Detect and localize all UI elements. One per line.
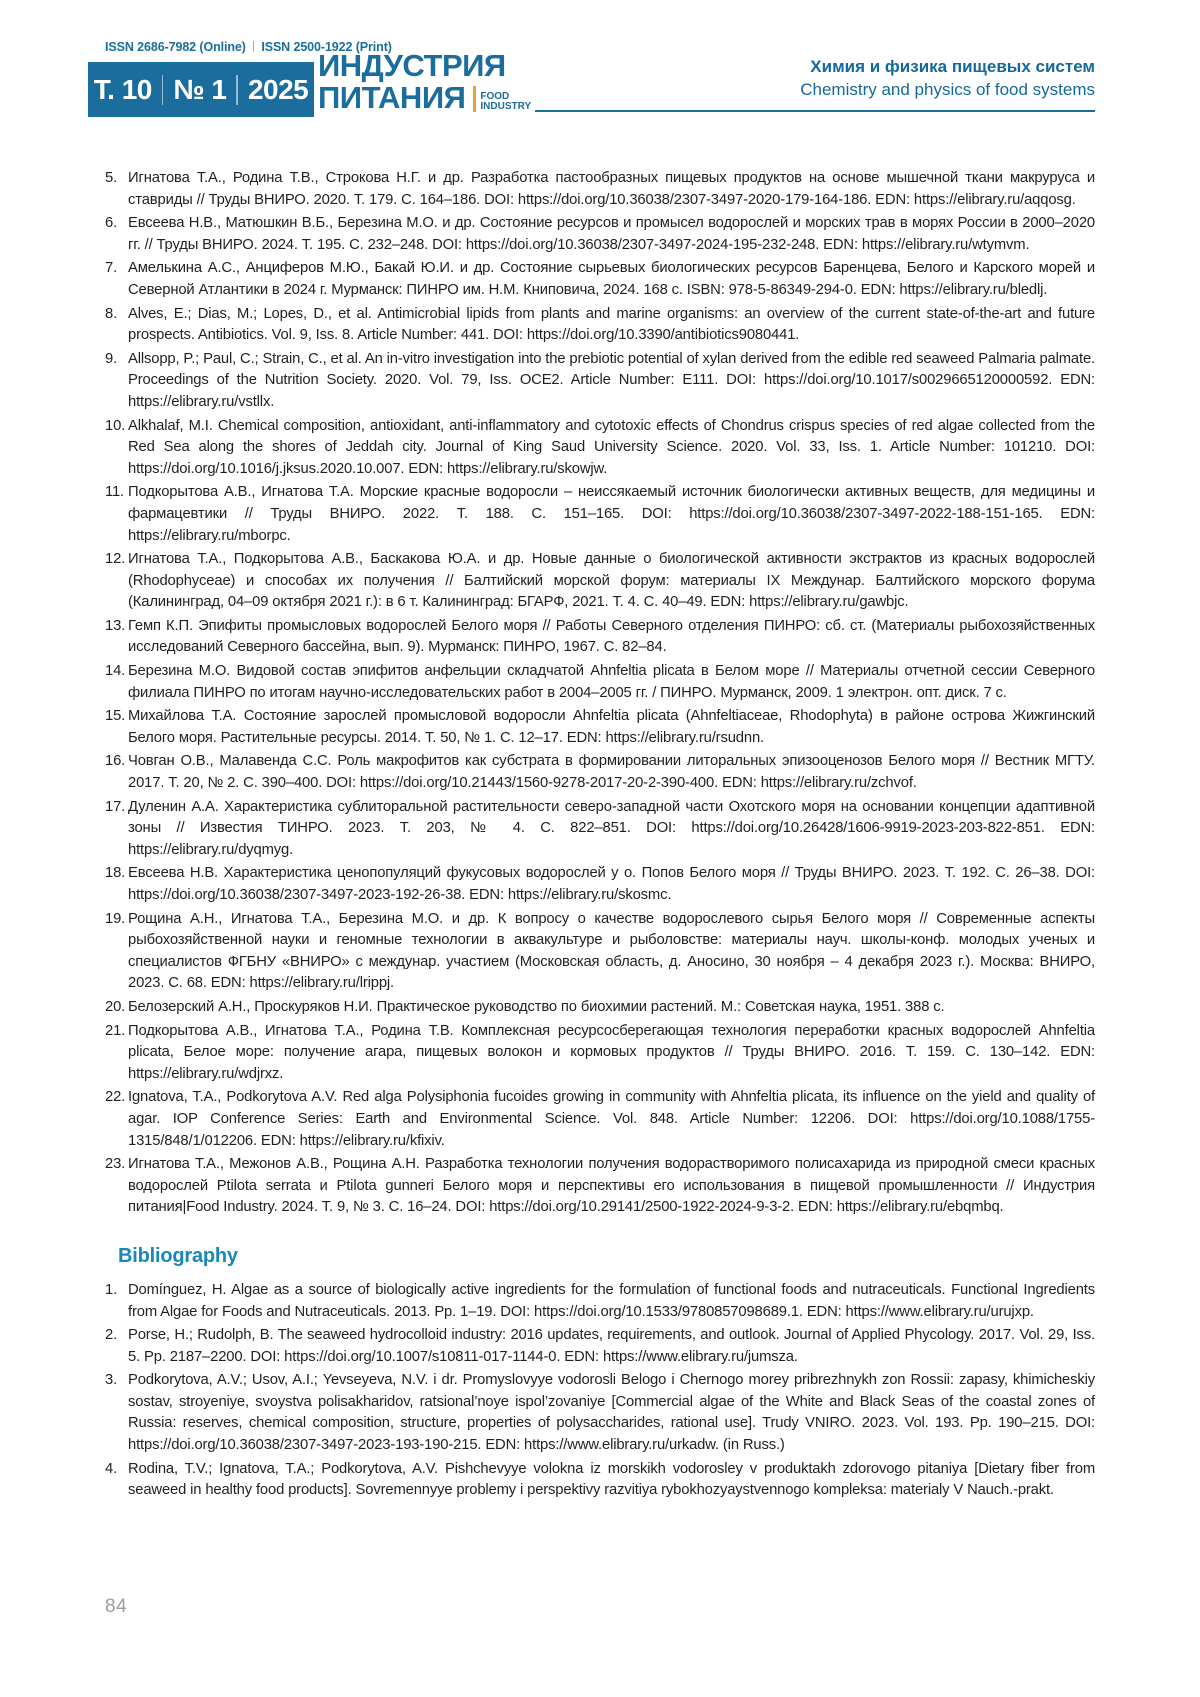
page-number: 84 — [105, 1596, 128, 1617]
bibliography-number: 4. — [105, 1460, 118, 1477]
reference-number: 14. — [105, 663, 126, 680]
reference-item — [105, 416, 1095, 481]
reference-number: 8. — [105, 305, 118, 322]
bibliography-heading: Bibliography — [118, 1244, 238, 1267]
bibliography-item — [105, 1370, 1095, 1456]
bibliography-number: 3. — [105, 1372, 118, 1389]
journal-subtitle-line2: INDUSTRY — [480, 101, 532, 112]
reference-number: 15. — [105, 708, 126, 725]
reference-text: Allsopp, P.; Paul, C.; Strain, C., et al. An in-vitro investigation into the prebiotic potential of xylan derived from the edible red seaweed Palmaria palmate. Proceedings of the Nutrition Society. 2020. Vol. 79, Iss. OCE2. Article Number: E111. DOI: https://doi.org/10.1017/s0029665120000592. EDN: https://elibrary.ru/vstllx. — [128, 350, 1095, 410]
issn-online: ISSN 2686-7982 (Online) — [105, 40, 246, 54]
reference-item — [105, 213, 1095, 256]
reference-item — [105, 863, 1095, 906]
subtitle-orange-bar — [473, 86, 476, 112]
bibliography-item — [105, 1325, 1095, 1368]
reference-item — [105, 751, 1095, 794]
volume-label: Т. 10 — [93, 73, 152, 105]
journal-subtitle-line1: FOOD — [480, 91, 510, 102]
reference-number: 12. — [105, 551, 126, 568]
reference-text: Гемп К.П. Эпифиты промысловых водорослей Белого моря // Работы Северного отделения ПИНРО: сб. ст. (Материалы рыбохозяйственных исследований Северного бассейна, вып. 9). Мурманск: ПИНРО, 1967. С. 82–84. — [128, 617, 1095, 656]
reference-item — [105, 997, 1095, 1019]
references-list — [105, 168, 1095, 1219]
reference-text: Alves, E.; Dias, M.; Lopes, D., et al. Antimicrobial lipids from plants and marine organisms: an overview of the current state-of-the-art and future prospects. Antibiotics. Vol. 9, Iss. 8. Article Number: 441. DOI: https://doi.org/10.3390/antibiotics9080441. — [128, 305, 1095, 344]
bibliography-item — [105, 1280, 1095, 1323]
bibliography-item — [105, 1459, 1095, 1502]
reference-text: Михайлова Т.А. Состояние зарослей промысловой водоросли Ahnfeltia plicata (Ahnfeltiaceae, Rhodophyta) в районе острова Жижгинский Белого моря. Растительные ресурсы. 2014. Т. 50, № 1. С. 12–17. EDN: https://elibrary.ru/rsudnn. — [128, 708, 1095, 746]
reference-text: Дуленин А.А. Характеристика сублиторальной растительности северо-западной части Охотского моря на основании концепции адаптивной зоны // Известия ТИНРО. 2023. Т. 203, № 4. С. 822–851. DOI: https://doi.org/10.26428/1606-9919-2023-203-822-851. EDN: https://elibrary.ru/dyqmyg. — [128, 798, 1095, 858]
page-content — [105, 168, 1095, 1504]
reference-number: 18. — [105, 865, 126, 882]
issn-divider — [253, 41, 255, 52]
issn-print: ISSN 2500-1922 (Print) — [261, 40, 392, 54]
reference-text: Рощина А.Н., Игнатова Т.А., Березина М.О. и др. К вопросу о качестве водорослевого сырья Белого моря // Современные аспекты рыбохозяйственной науки и геномные технологии в аквакультуре и рыболовстве: материалы науч. школы-конф. молодых ученых и специалистов ФГБНУ «ВНИРО» с междунар. участием (Московская область, д. Аносино, 30 ноября – 4 декабря 2023 г.). Москва: ВНИРО, 2023. С. 68. EDN: https://elibrary.ru/lrippj. — [128, 910, 1095, 992]
reference-text: Ignatova, T.A., Podkorytova A.V. Red alga Polysiphonia fucoides growing in community with Ahnfeltia plicata, its influence on the yield and quality of agar. IOP Conference Series: Earth and Environmental Science. Vol. 848. Article Number: 12206. DOI: https://doi.org/10.1088/1755-1315/848/1/012206. EDN: https://elibrary.ru/kfixiv. — [128, 1089, 1095, 1149]
reference-text: Alkhalaf, M.I. Chemical composition, antioxidant, anti-inflammatory and cytotoxic effects of Chondrus crispus species of red algae collected from the Red Sea along the shores of Jeddah city. Journal of King Saud University Science. 2020. Vol. 33, Iss. 1. Article Number: 101210. DOI: https://doi.org/10.1016/j.jksus.2020.10.007. EDN: https://elibrary.ru/skowjw. — [128, 417, 1095, 477]
reference-number: 23. — [105, 1156, 126, 1173]
bibliography-number: 1. — [105, 1281, 118, 1298]
journal-title-line1: ИНДУСТРИЯ — [318, 48, 506, 83]
reference-number: 20. — [105, 998, 126, 1015]
header-rule — [535, 110, 1095, 112]
reference-number: 19. — [105, 910, 126, 927]
reference-number: 21. — [105, 1022, 126, 1039]
bibliography-text: Porse, H.; Rudolph, B. The seaweed hydrocolloid industry: 2016 updates, requirements, and outlook. Journal of Applied Phycology. 2017. Vol. 29, Iss. 5. Pp. 2187–2200. DOI: https://doi.org/10.1007/s10811-017-1144-0. EDN: https://www.elibrary.ru/jumsza. — [128, 1327, 1095, 1365]
bibliography-text: Podkorytova, A.V.; Usov, A.I.; Yevseyeva, N.V. i dr. Promyslovyye vodorosli Belogo i Chernogo morey pribrezhnykh zon Rossii: zapasy, khimicheskiy sostav, stroyeniye, svoystva polisakharidov, ratsional’noye ispol’zovaniye [Commercial algae of the White and Black Seas of the coastal zones of Russia: reserves, chemical composition, structure, properties of polysaccharides, rational use]. Trudy VNIRO. 2023. Vol. 193. Pp. 190–215. DOI: https://doi.org/10.36038/2307-3497-2023-193-190-215. EDN: https://www.elibrary.ru/urkadw. (in Russ.) — [128, 1372, 1095, 1454]
reference-number: 22. — [105, 1089, 126, 1106]
reference-item — [105, 1154, 1095, 1219]
issue-label: № 1 — [173, 73, 227, 105]
reference-item — [105, 1021, 1095, 1086]
reference-item — [105, 909, 1095, 995]
section-title-ru: Химия и физика пищевых систем — [810, 57, 1095, 76]
bibliography-text: Rodina, T.V.; Ignatova, T.A.; Podkorytova, A.V. Pishchevyye volokna iz morskikh vodorosley v produktakh zdorovogo pitaniya [Dietary fiber from seaweed in healthy food products]. Sovremennyye problemy i perspektivy razvitiya rybokhozyaystvennogo kompleksa: materialy V Nauch.-prakt. — [128, 1460, 1095, 1499]
reference-text: Евсеева Н.В., Матюшкин В.Б., Березина М.О. и др. Состояние ресурсов и промысел водорослей и морских трав в морях России в 2000–2020 гг. // Труды ВНИРО. 2024. Т. 195. С. 232–248. DOI: https://doi.org/10.36038/2307-3497-2024-195-232-248. EDN: https://elibrary.ru/wtymvm. — [128, 215, 1095, 253]
reference-text: Подкорытова А.В., Игнатова Т.А. Морские красные водоросли – неиссякаемый источник биологически активных веществ, для медицины и фармацевтики // Труды ВНИРО. 2022. Т. 188. С. 151–165. DOI: https://doi.org/10.36038/2307-3497-2022-188-151-165. EDN: https://elibrary.ru/mborpc. — [128, 484, 1095, 544]
reference-number: 6. — [105, 215, 118, 232]
reference-item — [105, 797, 1095, 862]
reference-number: 17. — [105, 798, 126, 815]
reference-text: Игнатова Т.А., Подкорытова А.В., Баскакова Ю.А. и др. Новые данные о биологической активности экстрактов из красных водорослей (Rhodophyceae) и способах их получения // Балтийский морской форум: материалы IX Междунар. Балтийского морского форума (Калининград, 04–09 октября 2021 г.): в 6 т. Калининград: БГАРФ, 2021. Т. 4. С. 40–49. EDN: https://elibrary.ru/gawbjc. — [128, 551, 1095, 611]
bibliography-list — [105, 1280, 1095, 1502]
reference-item — [105, 168, 1095, 211]
reference-number: 7. — [105, 260, 118, 277]
journal-title-line2: ПИТАНИЯ — [318, 80, 466, 115]
reference-item — [105, 304, 1095, 347]
reference-number: 10. — [105, 417, 126, 434]
reference-item — [105, 258, 1095, 301]
reference-number: 9. — [105, 350, 118, 367]
reference-text: Игнатова Т.А., Межонов А.В., Рощина А.Н. Разработка технологии получения водорастворимого полисахарида из природной смеси красных водорослей Ptilota serrata и Ptilota gunneri Белого моря и перспективы его использования в пищевой промышленности // Индустрия питания|Food Industry. 2024. Т. 9, № 3. С. 16–24. DOI: https://doi.org/10.29141/2500-1922-2024-9-3-2. EDN: https://elibrary.ru/ebqmbq. — [128, 1156, 1095, 1216]
reference-item — [105, 616, 1095, 659]
journal-title — [318, 50, 531, 114]
reference-item — [105, 706, 1095, 749]
reference-text: Подкорытова А.В., Игнатова Т.А., Родина Т.В. Комплексная ресурсосберегающая технология переработки красных водорослей Ahnfeltia plicata, Белое море: получение агара, пищевых волокон и кормовых продуктов // Труды ВНИРО. 2016. Т. 159. С. 130–142. EDN: https://elibrary.ru/wdjrxz. — [128, 1022, 1095, 1082]
reference-text: Човган О.В., Малавенда С.С. Роль макрофитов как субстрата в формировании литоральных эпизооценозов Белого моря // Вестник МГТУ. 2017. Т. 20, № 2. С. 390–400. DOI: https://doi.org/10.21443/1560-9278-2017-20-2-390-400. EDN: https://elibrary.ru/zchvof. — [128, 753, 1095, 792]
reference-text: Игнатова Т.А., Родина Т.В., Строкова Н.Г. и др. Разработка пастообразных пищевых продуктов на основе мышечной ткани макруруса и ставриды // Труды ВНИРО. 2020. Т. 179. С. 164–186. DOI: https://doi.org/10.36038/2307-3497-2020-179-164-186. EDN: https://elibrary.ru/aqqosg. — [128, 170, 1095, 208]
reference-text: Амелькина А.С., Анциферов М.Ю., Бакай Ю.И. и др. Состояние сырьевых биологических ресурсов Баренцева, Белого и Карского морей и Северной Атлантики в 2024 г. Мурманск: ПИНРО им. Н.М. Книповича, 2024. 168 с. ISBN: 978-5-86349-294-0. EDN: https://elibrary.ru/bledlj. — [128, 260, 1095, 298]
reference-number: 13. — [105, 617, 126, 634]
volume-issue-box — [88, 62, 314, 117]
year-label: 2025 — [247, 73, 309, 105]
reference-number: 16. — [105, 753, 126, 770]
reference-item — [105, 661, 1095, 704]
reference-text: Евсеева Н.В. Характеристика ценопопуляций фукусовых водорослей у о. Попов Белого моря // Труды ВНИРО. 2023. Т. 192. С. 26–38. DOI: https://doi.org/10.36038/2307-3497-2023-192-26-38. EDN: https://elibrary.ru/skosmc. — [128, 865, 1095, 903]
bibliography-number: 2. — [105, 1327, 118, 1344]
journal-subtitle — [473, 86, 531, 114]
reference-number: 11. — [105, 484, 125, 501]
reference-item — [105, 1087, 1095, 1152]
reference-item — [105, 549, 1095, 614]
reference-item — [105, 482, 1095, 547]
issue-divider — [236, 75, 238, 105]
section-header — [800, 55, 1095, 101]
volume-divider — [162, 75, 164, 105]
reference-text: Белозерский А.Н., Проскуряков Н.И. Практическое руководство по биохимии растений. М.: Советская наука, 1951. 388 с. — [128, 998, 945, 1015]
reference-number: 5. — [105, 170, 118, 186]
bibliography-text: Domínguez, H. Algae as a source of biologically active ingredients for the formulation of functional foods and nutraceuticals. Functional Ingredients from Algae for Foods and Nutraceuticals. 2013. Pp. 1–19. DOI: https://doi.org/10.1533/9780857098689.1. EDN: https://www.elibrary.ru/urujxp. — [128, 1281, 1095, 1320]
reference-item — [105, 349, 1095, 414]
section-title-en: Chemistry and physics of food systems — [800, 80, 1095, 99]
reference-text: Березина М.О. Видовой состав эпифитов анфельции складчатой Ahnfeltia plicata в Белом море // Материалы отчетной сессии Северного филиала ПИНРО по итогам научно-исследовательских работ в 2004–2005 гг. / ПИНРО. Мурманск, 2009. 1 электрон. опт. диск. 7 с. — [128, 663, 1095, 701]
